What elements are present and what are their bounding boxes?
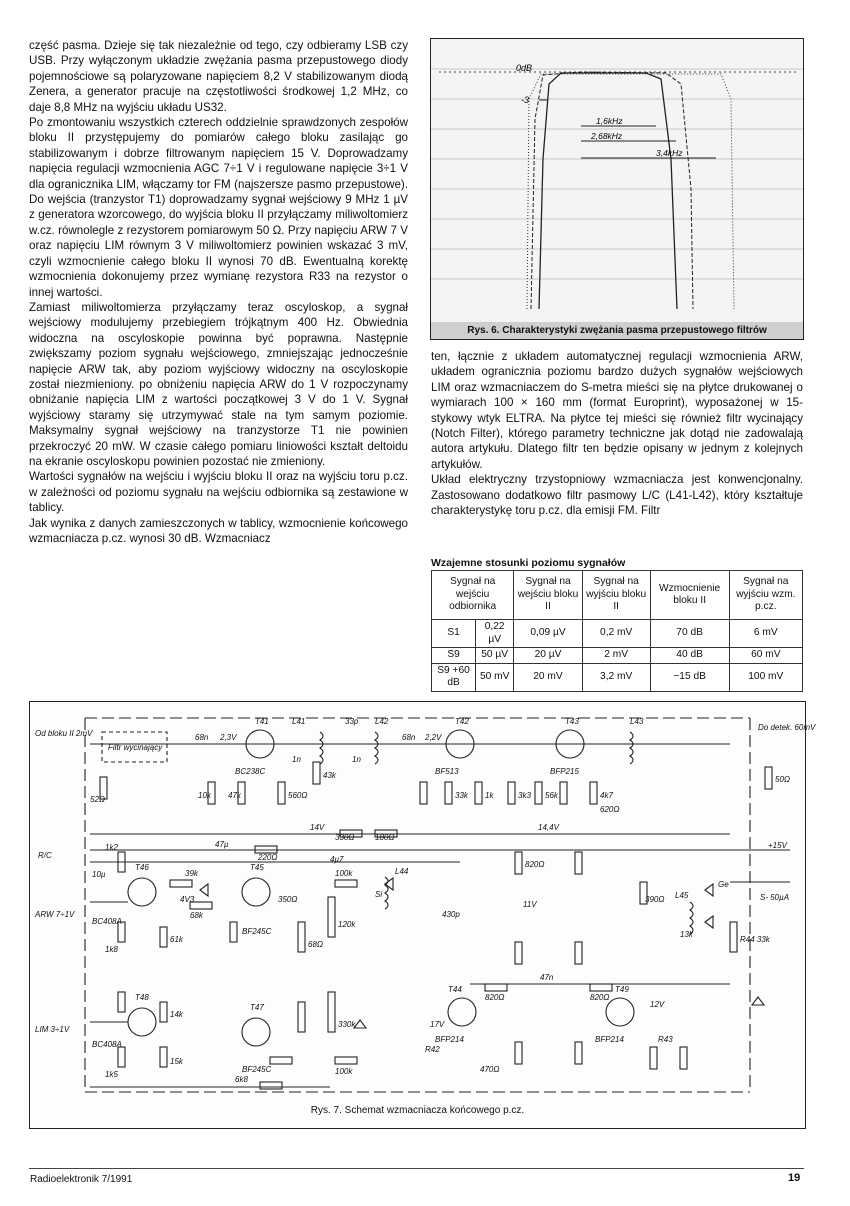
label: 4µ7 [330,855,344,864]
label: T44 [448,985,462,994]
label: BC408A [92,1040,122,1049]
resistor [730,922,737,952]
label: BF245C [242,1065,272,1074]
label: 33p [345,717,359,726]
label: T47 [250,1003,264,1012]
label: 3k3 [518,791,531,800]
label: L42 [375,717,389,726]
resistor [535,782,542,804]
resistor [160,1002,167,1022]
label-plus15v: +15V [768,841,787,850]
label-output: Do detek. 60mV [758,723,816,732]
label: BC408A [92,917,122,926]
resistor [160,1047,167,1067]
label: 50Ω [775,775,790,784]
table-header: Sygnał na wejściu bloku II [514,571,582,620]
filter-curve-wide [527,74,734,309]
label: BFP214 [435,1035,464,1044]
label: 220Ω [258,853,278,862]
label: 52Ω [90,795,105,804]
label: 1n [292,755,301,764]
resistor [475,782,482,804]
label: BC238C [235,767,266,776]
resistor [328,897,335,937]
table-cell: 100 mV [729,663,802,691]
label: 15k [170,1057,183,1066]
resistor [335,1057,357,1064]
label: Si [375,890,383,899]
resistor [575,1042,582,1064]
resistor [298,922,305,952]
table-header: Sygnał na wyjściu wzm. p.cz. [729,571,802,620]
label: 820Ω [590,993,610,1002]
table-header: Sygnał na wejściu odbiornika [432,571,514,620]
label: 1k5 [105,1070,118,1079]
table-cell: 60 mV [729,648,802,664]
diode-zener [200,884,208,896]
resistor [650,1047,657,1069]
diode-si [752,997,764,1005]
label: R44 33k [740,935,770,944]
resistor [328,992,335,1032]
diode-si [354,1020,366,1028]
label: 620Ω [600,805,620,814]
coil-l43 [630,732,633,764]
label: T43 [565,717,579,726]
label-minus3: -3 [521,95,530,105]
paragraph: część pasma. Dzieje się tak niezależnie od tego, czy odbieramy LSB czy USB. Przy wyłączonym układzie zwężania pasma przepustowego diody pojemnościowe są polaryzowane napięciem 8,2 V stabilizowanym diodą Zenera, a generator pracuje na częstotliwości środkowej 1,2 MHz, co daje 8,8 MHz na wyjściu układu US32. [29,39,408,114]
resistor [590,782,597,804]
table-cell: 0,22 µV [476,620,514,648]
figure-6-caption: Rys. 6. Charakterystyki zwężania pasma przepustowego filtrów [431,322,803,339]
label: 4V3 [180,895,195,904]
label: 10µ [92,870,106,879]
resistor [313,762,320,784]
label: 10k [198,791,211,800]
table-cell: S9 [432,648,476,664]
label: BFP215 [550,767,579,776]
label: 1k8 [105,945,118,954]
label: 560Ω [288,791,308,800]
table-cell: S9 +60 dB [432,663,476,691]
label-notch-filter: Filtr wycinający [108,743,163,752]
label: 68n [402,733,416,742]
coil-l42 [375,732,378,764]
label: 470Ω [480,1065,500,1074]
label-2-68khz: 2,68kHz [591,131,623,141]
label-s-meter: S- 50µA [760,893,790,902]
label: 47k [228,791,241,800]
footer-divider [29,1168,804,1169]
label: BF513 [435,767,459,776]
label: 330Ω [335,833,355,842]
label: 1k [485,791,494,800]
table-cell: 2 mV [582,648,650,664]
label: T49 [615,985,629,994]
diode-ge [705,916,713,928]
table-cell: 40 dB [650,648,729,664]
paragraph: Zamiast miliwoltomierza przyłączamy teraz oscyloskop, a sygnał wejściowy modulujemy przebiegiem trójkątnym 400 Hz. Obwiednia widoczna na oscyloskopie powinna być poprawna. Następnie zwiększamy poziom sygnału wejściowego, zmniejszając jednocześnie napięcie ARW tak, aby poziom wyjściowy widoczny na oscyloskopie został niezmieniony. po obniżeniu napięcia ARW do 1 V rozpoczynamy obniżanie napięcia LIM z wartości początkowej 3 V do 1 V. Sygnał wyjściowy staramy się utrzymywać stale na tym samym poziomie. Maksymalny sygnał wejściowy na tranzystorze T1 nie powinien przekroczyć 20 mW. W czasie całego pomiaru liniowości kształt deltoidu na ekranie oscyloskopu powinien pozostać nie zmieniony. [29,300,408,468]
label: T48 [135,993,149,1002]
label: 100k [335,1067,353,1076]
resistor [508,782,515,804]
label: 100k [335,869,353,878]
resistor [420,782,427,804]
label: BFP214 [595,1035,624,1044]
label: 61k [170,935,183,944]
label: 1k2 [105,843,118,852]
table-cell: 20 mV [514,663,582,691]
resistor [680,1047,687,1069]
label: R42 [425,1045,440,1054]
label: 120k [338,920,356,929]
resistor [515,942,522,964]
table-cell: 6 mV [729,620,802,648]
table-row [432,648,803,664]
label: 47µ [215,840,229,849]
resistor [260,1082,282,1089]
paragraph: Wartości sygnałów na wejściu i wyjściu bloku II oraz na wyjściu toru p.cz. w zależności od poziomu sygnału na wejściu odbiornika są zestawione w tablicy. [29,470,408,515]
resistor [118,1047,125,1067]
diode-ge [705,884,713,896]
resistor [278,782,285,804]
resistor [560,782,567,804]
label: 33k [455,791,468,800]
resistor [485,984,507,991]
signal-levels-table [431,570,803,692]
resistor [575,942,582,964]
resistor [445,782,452,804]
label: 68Ω [308,940,323,949]
label: T45 [250,863,264,872]
label: 11V [523,900,537,909]
label: 56k [545,791,558,800]
resistor [160,927,167,947]
transistor-t46 [128,878,156,906]
label: 43k [323,771,336,780]
label: 13k [680,930,693,939]
schematic [30,702,816,1102]
label: 14k [170,1010,183,1019]
label: L43 [630,717,644,726]
resistor [270,1057,292,1064]
paragraph: ten, łącznie z układem automatycznej regulacji wzmocnienia ARW, układem ogranicznia poziomu bardzo dużych sygnałów wejściowych LIM oraz wzmacniaczem do S-metra mieści się na płytce drukowanej o wymiarach 100 × 160 mm (format Europrint), wyposażonej w 15-stykowy wtyk ELTRA. Na płytce tej mieści się również filtr wycinający (Notch Filter), którego parametry techniczne jak dotąd nie zadowalają autora artykułu. Dlatego filtr ten będzie opisany w jednym z kolejnych artykułów. [431,350,803,471]
figure-7 [29,701,816,1129]
table-cell: 20 µV [514,648,582,664]
label: 17V [430,1020,445,1029]
label: Ge [718,880,729,889]
label: 390Ω [645,895,665,904]
transistor-t47 [242,1018,270,1046]
label: 2,3V [220,733,237,742]
label: 4k7 [600,791,613,800]
label: 14V [310,823,325,832]
table-cell: −15 dB [650,663,729,691]
coil-l41 [320,732,323,764]
resistor [590,984,612,991]
label: BF245C [242,927,272,936]
resistor [170,880,192,887]
transistor-t44 [448,998,476,1026]
label: 12V [650,1000,665,1009]
resistor [118,992,125,1012]
label-lim: LIM 3÷1V [35,1025,70,1034]
paragraph: Układ elektryczny trzystopniowy wzmacniacza jest konwencjonalny. Zastosowano dodatkowo filtr pasmowy L/C (L41-L42), który kształtuje charakterystykę toru p.cz. dla emisji FM. Filtr [431,473,803,518]
label: L41 [292,717,306,726]
label: 68k [190,911,203,920]
label-1-6khz: 1,6kHz [596,116,623,126]
transistor-t49 [606,998,634,1026]
resistor [575,852,582,874]
label-3-4khz: 3,4kHz [656,148,683,158]
resistor [298,1002,305,1032]
label: 430p [442,910,460,919]
resistor [515,852,522,874]
table-cell: 0,2 mV [582,620,650,648]
table-row [432,663,803,691]
label: 2,2V [425,733,442,742]
resistor [230,922,237,942]
table-cell: S1 [432,620,476,648]
table-row [432,620,803,648]
table-title: Wzajemne stosunki poziomu sygnałów [431,557,626,569]
label: 68n [195,733,209,742]
label: T42 [455,717,469,726]
label-0db: 0dB [516,63,533,73]
figure-7-caption: Rys. 7. Schemat wzmacniacza końcowego p.cz. [310,1105,525,1116]
label: 47n [540,973,554,982]
resistor [765,767,772,789]
label: R43 [658,1035,673,1044]
left-column [29,38,408,546]
filter-curve-narrow [539,73,677,309]
label-arw: ARW 7÷1V [35,910,75,919]
table-header: Wzmocnienie bloku II [650,571,729,620]
filter-curve-medium [531,72,693,309]
transistor-t48 [128,1008,156,1036]
label: 820Ω [485,993,505,1002]
table-cell: 50 mV [476,663,514,691]
table-cell: 3,2 mV [582,663,650,691]
label: 820Ω [525,860,545,869]
label: 39k [185,869,198,878]
label: 350Ω [278,895,298,904]
label: 14,4V [538,823,559,832]
table-header: Sygnał na wyjściu bloku II [582,571,650,620]
transistor-t45 [242,878,270,906]
journal-issue: Radioelektronik 7/1991 [30,1174,133,1185]
table-cell: 70 dB [650,620,729,648]
right-column [431,349,803,518]
page-number: 19 [788,1172,801,1184]
label: T41 [255,717,269,726]
figure-6 [430,38,804,340]
label: L44 [395,867,409,876]
label: 330k [338,1020,356,1029]
label-input: Od bloku II 2mV [35,729,93,738]
label: L45 [675,891,689,900]
table-cell: 0,09 µV [514,620,582,648]
table-cell: 50 µV [476,648,514,664]
label: 6k8 [235,1075,248,1084]
paragraph: Jak wynika z danych zamieszczonych w tablicy, wzmocnienie końcowego wzmacniacza p.cz. wynosi 30 dB. Wzmacniacz [29,516,408,545]
paragraph: Po zmontowaniu wszystkich czterech oddzielnie sprawdzonych zespołów bloku II przystępujemy do pomiarów całego bloku zasilając go stabilizowanym i dobrze filtrowanym napięciem 15 V. Doprowadzamy napięcia regulacji wzmocnienia AGC 7÷1 V i regulowane napięcie 3÷1 V dla ogranicznika LIM, włączamy tor FM (najszersze pasmo przepustowe). Do wejścia (tranzystor T1) doprowadzamy sygnał wejściowy 9 MHz 1 µV z generatora wzorcowego, do wyjścia bloku II przyłączamy miliwoltomierz w.cz. równolegle z rezystorem pomiarowym 50 Ω. Przy napięciu ARW 7 V oraz napięciu LIM równym 3 V miliwoltomierz powinien wskazać 3 mV, czyli wzmocnienie całego bloku II wynosi 70 dB. Ewentualną korektę wzmocnienia dokonujemy przez wymianę rezystora R33 na rezystor o innej wartości. [29,116,408,299]
label: 1n [352,755,361,764]
resistor [335,880,357,887]
label-rc: R/C [38,851,52,860]
label: 180Ω [375,833,395,842]
resistor [515,1042,522,1064]
label: T46 [135,863,149,872]
bandwidth-chart [431,39,803,322]
